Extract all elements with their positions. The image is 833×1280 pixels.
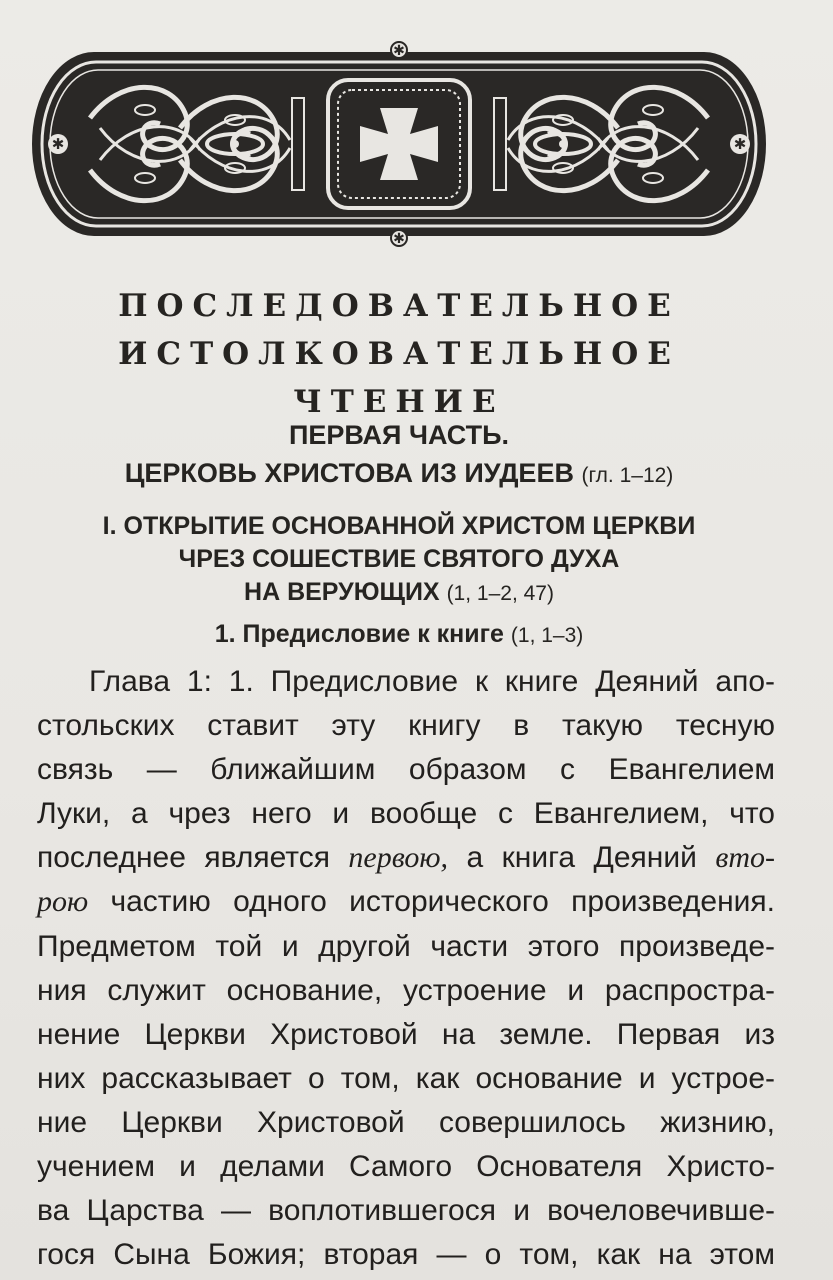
main-title-line1: ПОСЛЕДОВАТЕЛЬНОЕ <box>118 288 680 324</box>
svg-text:✱: ✱ <box>393 231 405 247</box>
italic-word: вто- <box>715 841 776 875</box>
svg-text:✱: ✱ <box>51 135 65 153</box>
text-line: гося Сына Божия; вторая — о том, как на этом <box>37 1238 775 1272</box>
subsection-title-text: 1. Предисловие к книге <box>214 620 504 648</box>
text-line: Глава 1: 1. Предисловие к книге Деяний апо- <box>89 665 775 698</box>
text-line: ния служит основание, устроение и распростра- <box>37 973 775 1007</box>
body-paragraph <box>37 660 775 1277</box>
text-line: учением и делами Самого Основателя Христо- <box>37 1150 775 1184</box>
italic-word: первою, <box>348 841 449 875</box>
section-title-line1: I. ОТКРЫТИЕ ОСНОВАННОЙ ХРИСТОМ ЦЕРКВИ <box>102 512 696 540</box>
ornamental-headpiece <box>30 38 768 250</box>
text-segment: а книга Деяний <box>466 841 697 875</box>
text-line <box>37 836 775 880</box>
text-line: ва Царства — воплотившегося и вочеловечивше- <box>37 1194 775 1228</box>
text-segment: частию одного исторического произведения. <box>110 885 775 919</box>
section-title-text: НА ВЕРУЮЩИХ <box>244 578 440 606</box>
text-line: них рассказывает о том, как основание и устрое- <box>37 1061 775 1095</box>
section-verse-ref: (1, 1–2, 47) <box>446 582 554 605</box>
subsection-title <box>30 617 768 653</box>
text-line: ние Церкви Христовой совершилось жизнию, <box>37 1105 775 1139</box>
text-line: Предметом той и другой части этого произведе- <box>37 929 775 963</box>
main-title <box>30 282 768 426</box>
part-title-line2 <box>30 454 768 495</box>
text-segment: последнее является <box>37 841 330 875</box>
text-line: стольских ставит эту книгу в такую тесную <box>37 709 775 743</box>
svg-text:✱: ✱ <box>733 135 747 153</box>
part-title-line1: ПЕРВАЯ ЧАСТЬ. <box>288 420 509 450</box>
section-title <box>30 510 768 610</box>
svg-text:✱: ✱ <box>393 43 405 59</box>
section-title-line2: ЧРЕЗ СОШЕСТВИЕ СВЯТОГО ДУХА <box>178 545 620 573</box>
section-title-line3 <box>30 576 768 610</box>
text-line: нение Церкви Христовой на земле. Первая из <box>37 1017 775 1051</box>
main-title-line2: ИСТОЛКОВАТЕЛЬНОЕ ЧТЕНИЕ <box>118 336 680 420</box>
subsection-verse-ref: (1, 1–3) <box>510 624 584 647</box>
text-line <box>37 880 775 924</box>
text-line: связь — ближайшим образом с Евангелием <box>37 753 775 787</box>
part-title <box>30 416 768 495</box>
part-title-text: ЦЕРКОВЬ ХРИСТОВА ИЗ ИУДЕЕВ <box>124 458 574 488</box>
text-line: Луки, а чрез него и вообще с Евангелием, что <box>37 797 775 831</box>
italic-word: рою <box>37 885 89 919</box>
part-chapter-ref: (гл. 1–12) <box>581 464 674 487</box>
